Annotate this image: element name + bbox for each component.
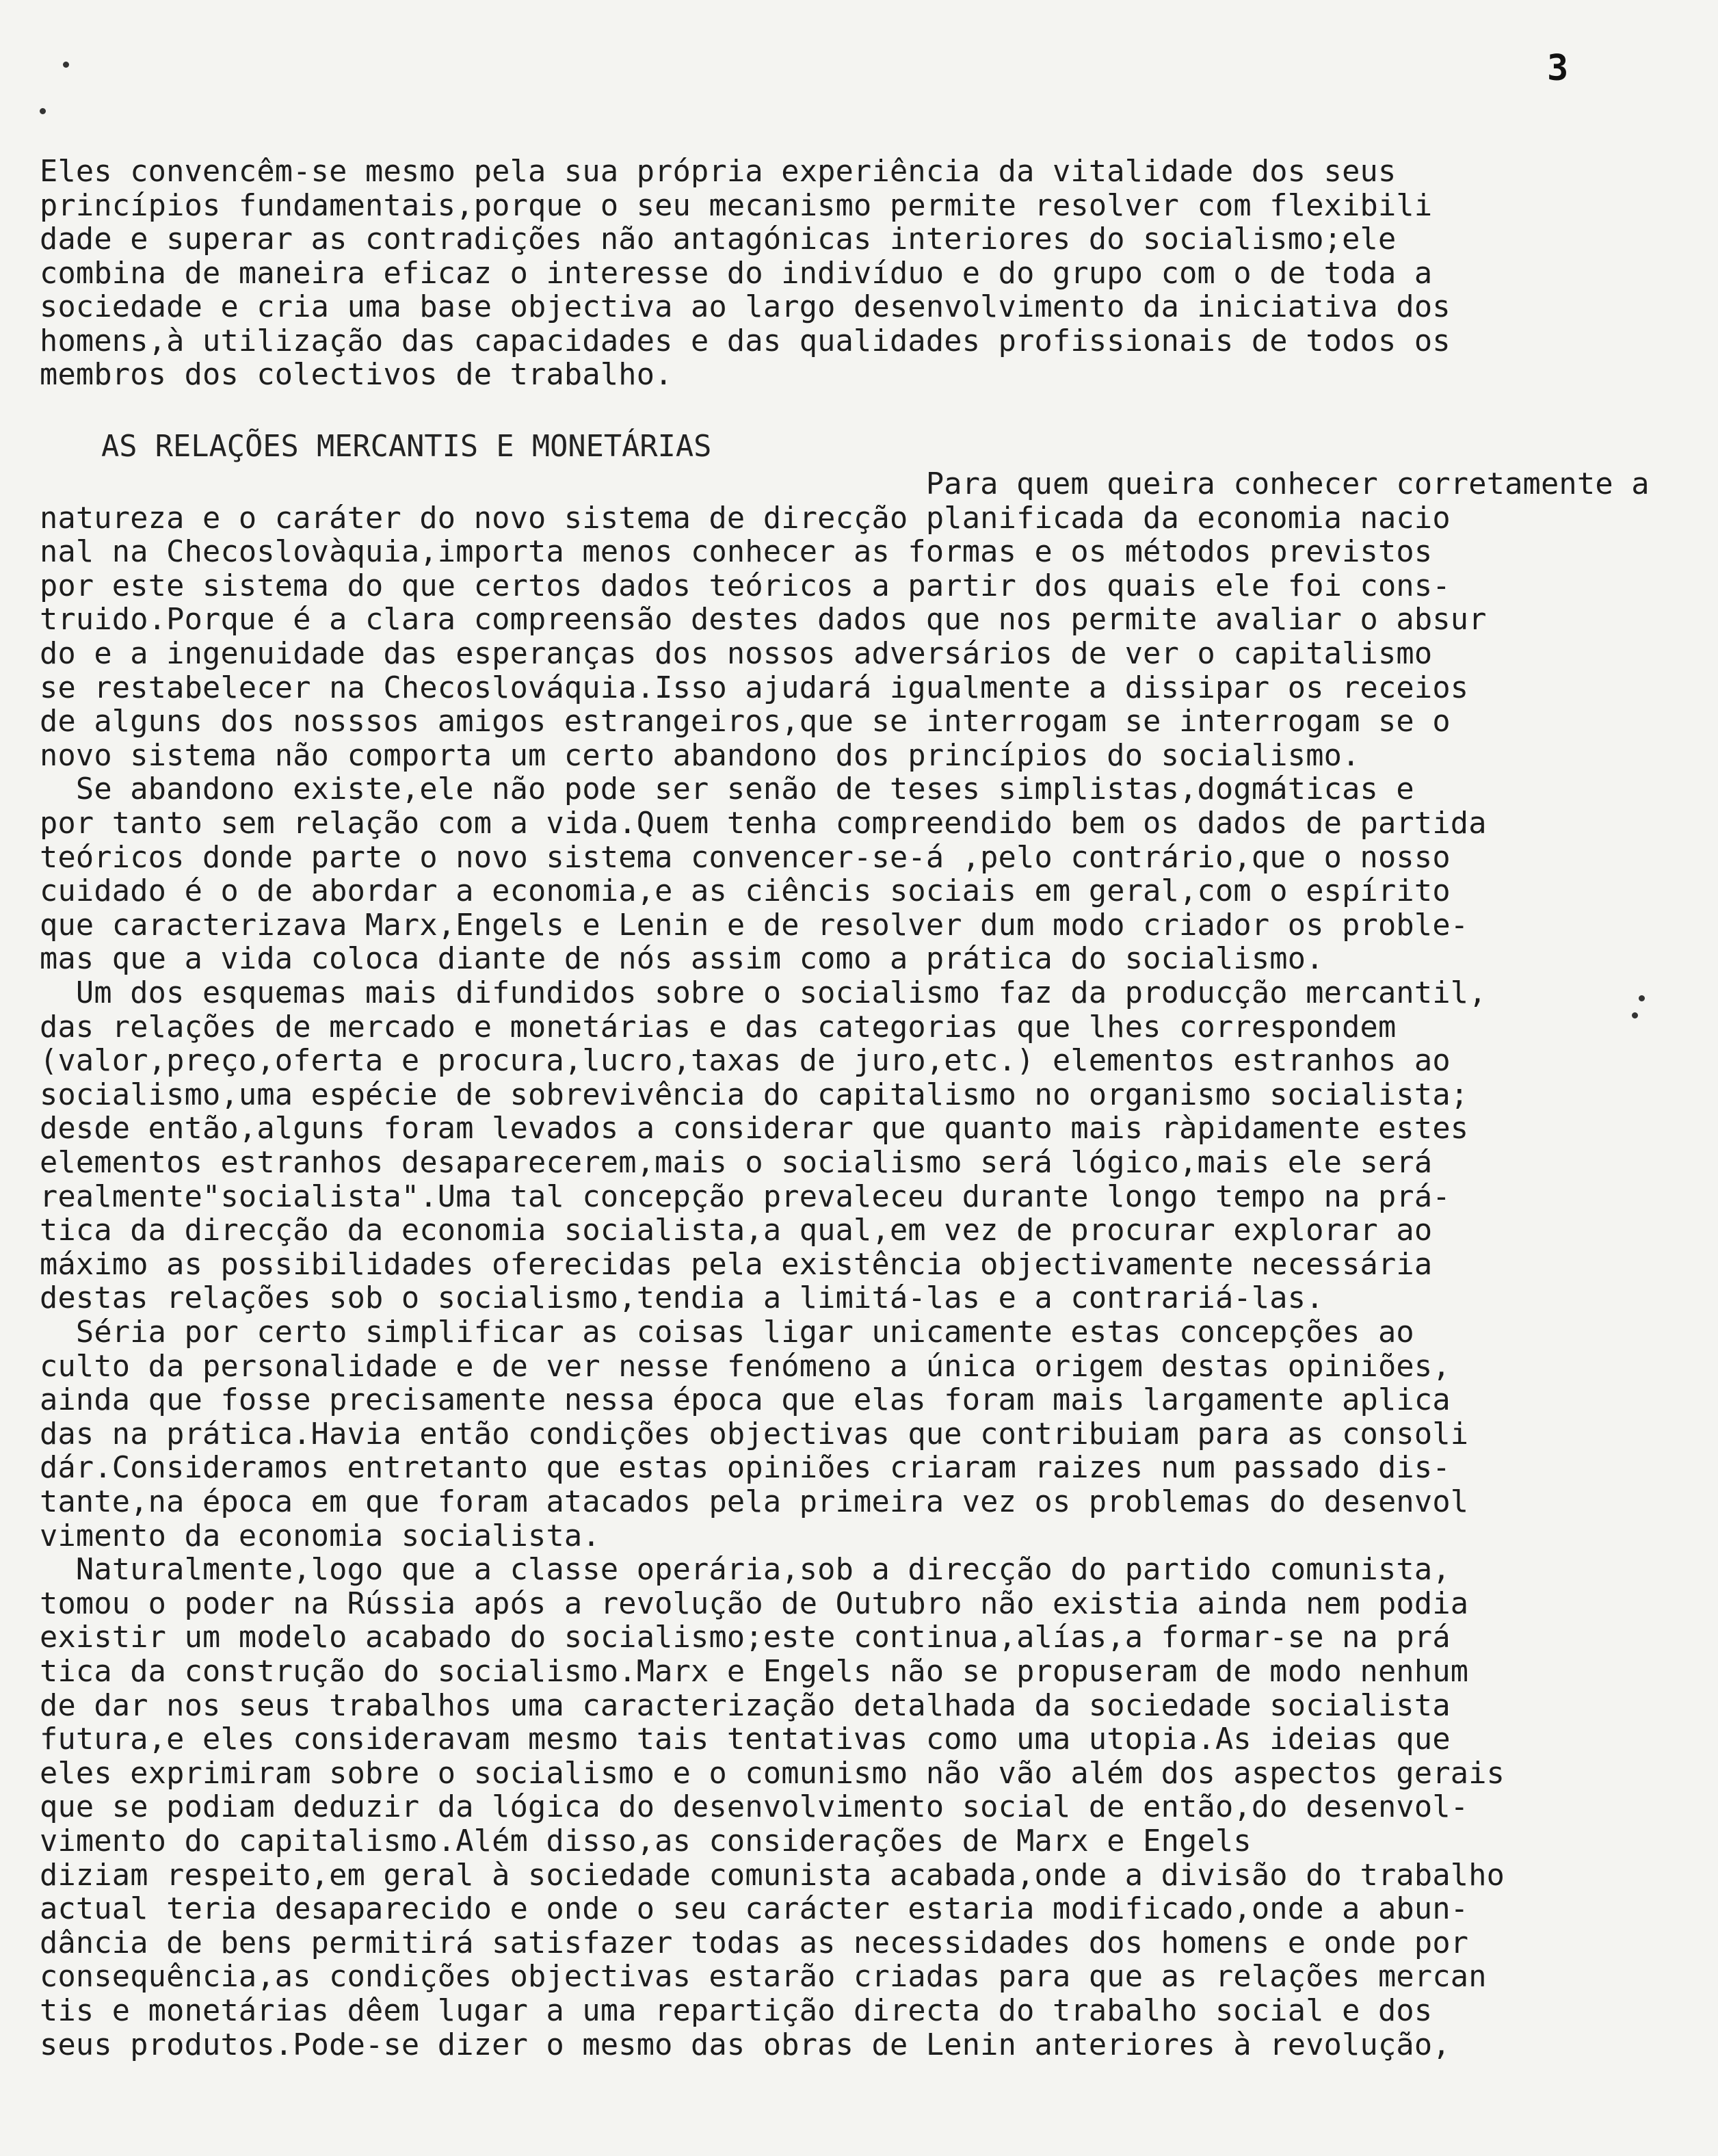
text-line: do e a ingenuidade das esperanças dos nossos adversários de ver o capitalismo (40, 637, 1433, 671)
text-line: consequência,as condições objectivas estarão criadas para que as relações mercan (40, 1960, 1487, 1995)
text-line: dade e superar as contradições não antagónicas interiores do socialismo;ele (40, 222, 1397, 257)
text-line: Séria por certo simplificar as coisas ligar unicamente estas concepções ao (40, 1315, 1414, 1350)
text-line: Se abandono existe,ele não pode ser senão de teses simplistas,dogmáticas e (40, 772, 1414, 807)
text-line: tis e monetárias dêem lugar a uma repartição directa do trabalho social e dos (40, 1994, 1433, 2028)
text-line: tica da construção do socialismo.Marx e Engels não se propuseram de modo nenhum (40, 1655, 1469, 1689)
text-line: futura,e eles consideravam mesmo tais tentativas como uma utopia.As ideias que (40, 1722, 1451, 1757)
section-heading: AS RELAÇÕES MERCANTIS E MONETÁRIAS (101, 430, 712, 464)
text-line: de dar nos seus trabalhos uma caracterização detalhada da sociedade socialista (40, 1688, 1451, 1723)
text-line: dár.Consideramos entretanto que estas opiniões criaram raizes num passado dis- (40, 1451, 1451, 1486)
text-line: culto da personalidade e de ver nesse fenómeno a única origem destas opiniões, (40, 1349, 1451, 1384)
text-line: elementos estranhos desaparecerem,mais o socialismo será lógico,mais ele será (40, 1146, 1433, 1180)
text-line: princípios fundamentais,porque o seu mecanismo permite resolver com flexibili (40, 188, 1433, 223)
ink-speck (1632, 1012, 1638, 1018)
text-line: tica da direcção da economia socialista,a qual,em vez de procurar explorar ao (40, 1213, 1433, 1248)
text-line: diziam respeito,em geral à sociedade comunista acabada,onde a divisão do trabalho (40, 1858, 1505, 1893)
text-line: Um dos esquemas mais difundidos sobre o socialismo faz da producção mercantil, (40, 976, 1487, 1010)
text-line: que caracterizava Marx,Engels e Lenin e de resolver dum modo criador os proble- (40, 908, 1469, 943)
text-line: se restabelecer na Checoslováquia.Isso ajudará igualmente a dissipar os receios (40, 670, 1469, 705)
ink-speck (40, 108, 46, 114)
text-line: cuidado é o de abordar a economia,e as ciêncis sociais em geral,com o espírito (40, 874, 1451, 909)
text-line: por este sistema do que certos dados teóricos a partir dos quais ele foi cons- (40, 568, 1451, 603)
text-line: ainda que fosse precisamente nessa época que elas foram mais largamente aplica (40, 1383, 1451, 1418)
text-line: dância de bens permitirá satisfazer todas as necessidades dos homens e onde por (40, 1925, 1469, 1960)
text-line: actual teria desaparecido e onde o seu carácter estaria modificado,onde a abun- (40, 1892, 1469, 1927)
text-line: existir um modelo acabado do socialismo;este continua,alías,a formar-se na prá (40, 1620, 1451, 1655)
text-line: desde então,alguns foram levados a considerar que quanto mais ràpidamente estes (40, 1112, 1469, 1146)
text-line: realmente"socialista".Uma tal concepção prevaleceu durante longo tempo na prá- (40, 1179, 1451, 1214)
text-line: seus produtos.Pode-se dizer o mesmo das obras de Lenin anteriores à revolução, (40, 2027, 1451, 2062)
text-line: destas relações sob o socialismo,tendia a limitá-las e a contrariá-las. (40, 1281, 1324, 1316)
text-line: Naturalmente,logo que a classe operária,sob a direcção do partido comunista, (40, 1553, 1451, 1588)
text-line: sociedade e cria uma base objectiva ao largo desenvolvimento da iniciativa dos (40, 290, 1451, 324)
text-line: por tanto sem relação com a vida.Quem tenha compreendido bem os dados de partida (40, 806, 1487, 841)
text-line: teóricos donde parte o novo sistema convencer-se-á ,pelo contrário,que o nosso (40, 840, 1451, 875)
ink-speck (1639, 995, 1645, 1001)
page-number: 3 (1547, 48, 1569, 89)
text-line: vimento da economia socialista. (40, 1519, 600, 1553)
text-line: nal na Checoslovàquia,importa menos conhecer as formas e os métodos previstos (40, 535, 1433, 570)
text-line: das relações de mercado e monetárias e das categorias que lhes correspondem (40, 1010, 1397, 1044)
text-line: (valor,preço,oferta e procura,lucro,taxas de juro,etc.) elementos estranhos ao (40, 1044, 1451, 1079)
text-line: natureza e o caráter do novo sistema de direcção planificada da economia nacio (40, 501, 1451, 536)
text-line: máximo as possibilidades oferecidas pela existência objectivamente necessária (40, 1247, 1433, 1282)
text-line: que se podiam deduzir da lógica do desenvolvimento social de então,do desenvol- (40, 1790, 1469, 1825)
text-line: Para quem queira conhecer corretamente a (40, 467, 1650, 501)
text-line: tante,na época em que foram atacados pela primeira vez os problemas do desenvol (40, 1485, 1469, 1519)
ink-speck (63, 62, 69, 68)
text-line: das na prática.Havia então condições objectivas que contribuiam para as consoli (40, 1417, 1469, 1451)
text-line: vimento do capitalismo.Além disso,as considerações de Marx e Engels (40, 1824, 1252, 1858)
text-line: mas que a vida coloca diante de nós assim como a prática do socialismo. (40, 942, 1324, 977)
text-line: Eles convencêm-se mesmo pela sua própria experiência da vitalidade dos seus (40, 155, 1397, 189)
text-line: socialismo,uma espécie de sobrevivência do capitalismo no organismo socialista; (40, 1077, 1469, 1112)
text-line: combina de maneira eficaz o interesse do indivíduo e do grupo com o de toda a (40, 256, 1433, 291)
text-line: eles exprimiram sobre o socialismo e o comunismo não vão além dos aspectos gerais (40, 1756, 1505, 1791)
text-line: de alguns dos nosssos amigos estrangeiros,que se interrogam se interrogam se o (40, 705, 1451, 739)
text-line: truido.Porque é a clara compreensão destes dados que nos permite avaliar o absur (40, 603, 1487, 637)
text-line: membros dos colectivos de trabalho. (40, 358, 673, 392)
text-line: novo sistema não comporta um certo abandono dos princípios do socialismo. (40, 738, 1360, 773)
text-line: tomou o poder na Rússia após a revolução de Outubro não existia ainda nem podia (40, 1586, 1469, 1621)
text-line: homens,à utilização das capacidades e das qualidades profissionais de todos os (40, 324, 1451, 358)
